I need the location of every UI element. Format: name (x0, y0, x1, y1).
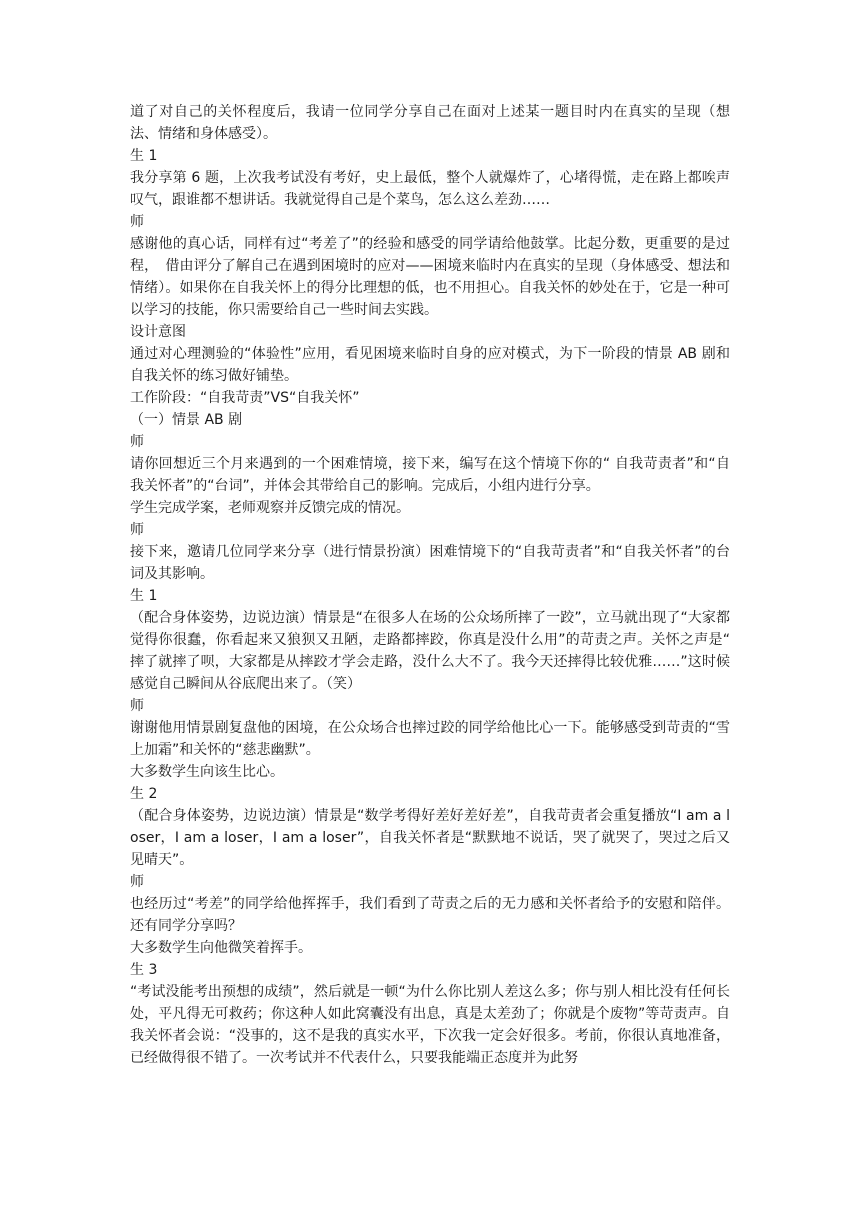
paragraph: （配合身体姿势，边说边演）情景是“数学考得好差好差好差”，自我苛责者会重复播放“I am a loser，I am a loser，I am a loser”，自我关怀者是“默默地不说话，哭了就哭了，哭过之后又见晴天”。 (130, 808, 730, 868)
paragraph: 我分享第 6 题，上次我考试没有考好，史上最低，整个人就爆炸了，心堵得慌，走在路上都唉声叹气，跟谁都不想讲话。我就觉得自己是个菜鸟，怎么这么差劲…… (130, 170, 730, 208)
section-heading: 工作阶段：“自我苛责”VS“自我关怀” (130, 390, 360, 406)
paragraph: 也经历过“考差”的同学给他挥挥手，我们看到了苛责之后的无力感和关怀者给予的安慰和陪伴。还有同学分享吗？ (130, 896, 730, 934)
speaker-label: 生 1 (130, 148, 158, 164)
paragraph: “考试没能考出预想的成绩”，然后就是一顿“为什么你比别人差这么多；你与别人相比没有任何长处，平凡得无可救药；你这种人如此窝囊没有出息，真是太差劲了；你就是个废物”等苛责声。自我关怀者会说：“没事的，这不是我的真实水平，下次我一定会好很多。考前，你很认真地准备，已经做得很不错了。一次考试并不代表什么，只要我能端正态度并为此努 (130, 984, 730, 1066)
subsection-heading: （一）情景 AB 剧 (130, 412, 243, 428)
paragraph: 大多数学生向他微笑着挥手。 (130, 940, 312, 956)
speaker-label: 师 (130, 434, 144, 450)
section-heading: 设计意图 (130, 324, 186, 340)
paragraph: 谢谢他用情景剧复盘他的困境，在公众场合也摔过跤的同学给他比心一下。能够感受到苛责的“雪上加霜”和关怀的“慈悲幽默”。 (130, 720, 730, 758)
paragraph: 通过对心理测验的“体验性”应用，看见困境来临时自身的应对模式，为下一阶段的情景 AB 剧和自我关怀的练习做好铺垫。 (130, 346, 730, 384)
paragraph: 感谢他的真心话，同样有过“考差了”的经验和感受的同学请给他鼓掌。比起分数，更重要的是过程， 借由评分了解自己在遇到困境时的应对——困境来临时内在真实的呈现（身体感受、想法和情绪）。如果你在自我关怀上的得分比理想的低，也不用担心。自我关怀的妙处在于，它是一种可以学习的技能，你只需要给自己一些时间去实践。 (130, 236, 730, 318)
speaker-label: 生 2 (130, 786, 158, 802)
speaker-label: 师 (130, 522, 144, 538)
paragraph: 接下来，邀请几位同学来分享（进行情景扮演）困难情境下的“自我苛责者”和“自我关怀者”的台词及其影响。 (130, 544, 730, 582)
speaker-label: 生 3 (130, 962, 158, 978)
paragraph: （配合身体姿势，边说边演）情景是“在很多人在场的公众场所摔了一跤”，立马就出现了“大家都觉得你很蠢，你看起来又狼狈又丑陋，走路都摔跤，你真是没什么用”的苛责之声。关怀之声是“ 摔了就摔了呗，大家都是从摔跤才学会走路，没什么大不了。我今天还摔得比较优雅……”这时候感觉自己瞬间从谷底爬出来了。（笑） (130, 610, 730, 692)
speaker-label: 生 1 (130, 588, 158, 604)
speaker-label: 师 (130, 214, 144, 230)
paragraph: 请你回想近三个月来遇到的一个困难情境，接下来，编写在这个情境下你的“ 自我苛责者”和“自我关怀者”的“台词”，并体会其带给自己的影响。完成后，小组内进行分享。 (130, 456, 730, 494)
speaker-label: 师 (130, 874, 144, 890)
paragraph: 大多数学生向该生比心。 (130, 764, 284, 780)
document-page (130, 101, 730, 1069)
paragraph: 道了对自己的关怀程度后，我请一位同学分享自己在面对上述某一题目时内在真实的呈现（想法、情绪和身体感受）。 (130, 104, 730, 142)
paragraph: 学生完成学案，老师观察并反馈完成的情况。 (130, 500, 410, 516)
speaker-label: 师 (130, 698, 144, 714)
